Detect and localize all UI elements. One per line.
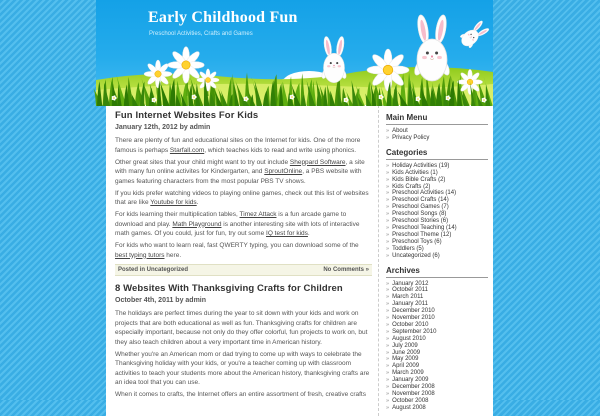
text-run: For kids learning their multiplication tables, [115, 211, 240, 218]
text-run: . [196, 199, 199, 206]
sidebar-list [386, 281, 488, 412]
post-paragraph [115, 158, 372, 187]
post-paragraph [115, 136, 372, 155]
sidebar-item [386, 336, 488, 343]
sidebar-link[interactable]: August 2010 [392, 335, 426, 342]
sidebar [378, 105, 493, 416]
sidebar-link[interactable]: November 2008 [392, 391, 435, 397]
sidebar-item [386, 190, 488, 197]
bullet-icon: » [386, 238, 390, 245]
site-header [96, 0, 493, 105]
sidebar-item [386, 163, 488, 170]
bullet-icon: » [386, 169, 390, 176]
sidebar-item [386, 343, 488, 350]
text-run: The holidays are perfect times during the year to sit down with your kids and work on projects that are both educational as well as fun. Thanksgiving crafts for children are especially important, because not only do they offer colorful, fun projects to work on, but they also teach children about a very important time in American history. [115, 310, 368, 346]
bullet-icon: » [386, 197, 390, 204]
bullet-icon: » [386, 301, 390, 308]
post [115, 283, 372, 400]
category-link[interactable]: Uncategorized [146, 267, 189, 273]
sidebar-item [386, 322, 488, 329]
sidebar-link[interactable]: Preschool Teaching (14) [392, 224, 457, 231]
sidebar-item [386, 253, 488, 260]
sidebar-link[interactable]: January 2011 [392, 301, 428, 308]
post [115, 110, 372, 276]
content-area [106, 105, 493, 416]
post-title[interactable]: 8 Websites With Thanksgiving Crafts for Children [115, 283, 343, 294]
sidebar-item [386, 287, 488, 294]
comments-link[interactable]: No Comments » [323, 267, 369, 273]
sidebar-link[interactable]: January 2009 [392, 377, 429, 384]
sidebar-link[interactable]: January 2012 [392, 280, 429, 287]
post-meta-bar [115, 264, 372, 276]
bullet-icon: » [386, 294, 390, 301]
post-date: January 12th, 2012 by admin [115, 124, 211, 131]
sidebar-item [386, 294, 488, 301]
inline-link[interactable]: Math Playground [172, 220, 222, 228]
blog-page [96, 0, 493, 411]
sidebar-list [386, 163, 488, 260]
sidebar-item [386, 211, 488, 218]
sidebar-link[interactable]: October 2011 [392, 287, 428, 294]
sidebar-link[interactable]: May 2009 [392, 356, 419, 363]
bullet-icon: » [386, 391, 390, 397]
sidebar-link[interactable]: About [392, 128, 408, 134]
sidebar-heading: Archives [386, 266, 488, 278]
bullet-icon: » [386, 315, 390, 322]
text-run: There are plenty of fun and educational sites on the Internet for kids. One of the more famous is perhaps [115, 137, 361, 154]
sidebar-item [386, 246, 488, 253]
post-paragraph [115, 350, 372, 388]
bullet-icon: » [386, 218, 390, 225]
bullet-icon: » [386, 211, 390, 218]
post-title[interactable]: Fun Internet Websites For Kids [115, 110, 259, 121]
sidebar-item [386, 184, 488, 191]
bullet-icon: » [386, 356, 390, 363]
sidebar-item [386, 308, 488, 315]
sidebar-list [386, 128, 488, 142]
sidebar-item [386, 197, 488, 204]
bullet-icon: » [386, 363, 390, 370]
sidebar-link[interactable]: Kids Bible Crafts (2) [392, 176, 446, 183]
sidebar-link[interactable]: November 2010 [392, 315, 435, 322]
bullet-icon: » [386, 335, 390, 342]
sidebar-link[interactable]: Holiday Activities (19) [392, 162, 450, 169]
bullet-icon: » [386, 280, 390, 287]
sidebar-link[interactable]: Kids Crafts (2) [392, 183, 431, 190]
text-run: If you kids prefer watching videos to playing online games, check out this list of websites that are like [115, 189, 369, 206]
sidebar-link[interactable]: Preschool Activities (14) [392, 190, 457, 197]
sidebar-link[interactable]: August 2008 [392, 404, 426, 411]
sidebar-link[interactable]: Privacy Policy [392, 134, 430, 141]
sidebar-item [386, 350, 488, 357]
sidebar-link[interactable]: Kids Activities (1) [392, 169, 438, 176]
text-run: Whether you're an American mom or dad trying to come up with ways to celebrate the Thanksgiving holiday with your kids, or you're a teacher coming up with classroom activities to teach your students more about the American history, thanksgiving crafts are an idea tool that you can use. [115, 350, 370, 386]
sidebar-item [386, 204, 488, 211]
bullet-icon: » [386, 128, 390, 134]
sidebar-item [386, 370, 488, 377]
inline-link[interactable]: Starfall.com [169, 146, 205, 154]
sidebar-item [386, 301, 488, 308]
bullet-icon: » [386, 397, 390, 404]
sidebar-item [386, 315, 488, 322]
inline-link[interactable]: Youtube for kids [150, 199, 197, 206]
text-run: , which teaches kids to read and write using phonics. [204, 146, 357, 154]
sidebar-link[interactable]: March 2011 [392, 294, 424, 301]
sidebar-link[interactable]: April 2009 [392, 363, 420, 370]
sidebar-link[interactable]: Uncategorized (6) [392, 252, 440, 259]
sidebar-link[interactable]: Toddlers (5) [392, 245, 424, 252]
bullet-icon: » [386, 183, 390, 190]
sidebar-item [386, 398, 488, 405]
sidebar-link[interactable]: Preschool Crafts (14) [392, 197, 449, 204]
sidebar-heading: Categories [386, 148, 488, 160]
bullet-icon: » [386, 308, 390, 315]
inline-link[interactable]: IQ test for kids [266, 230, 308, 237]
sidebar-link[interactable]: March 2009 [392, 370, 424, 377]
text-run: . [307, 230, 310, 237]
bullet-icon: » [386, 252, 390, 259]
sidebar-item [386, 405, 488, 412]
bullet-icon: » [386, 328, 390, 335]
sidebar-item [386, 281, 488, 288]
sidebar-link[interactable]: December 2008 [392, 384, 435, 391]
inline-link[interactable]: best typing tutors [115, 251, 165, 259]
sidebar-item [386, 135, 488, 142]
post-paragraph [115, 210, 372, 239]
bullet-icon: » [386, 287, 390, 294]
sidebar-link[interactable]: October 2010 [392, 321, 429, 328]
sidebar-item [386, 384, 488, 391]
text-run: , a PBS website with games featuring characters from the most popular PBS TV shows. [115, 168, 362, 185]
bullet-icon: » [386, 224, 390, 231]
posted-in [118, 267, 188, 273]
sidebar-item [386, 239, 488, 246]
sidebar-link[interactable]: Preschool Theme (12) [392, 231, 452, 238]
bullet-icon: » [386, 321, 390, 328]
post-date: October 4th, 2011 by admin [115, 297, 207, 304]
sidebar-item [386, 177, 488, 184]
bullet-icon: » [386, 377, 390, 384]
bullet-icon: » [386, 162, 390, 169]
post-paragraph [115, 390, 372, 400]
text-run: Other great sites that your child might want to try out include [115, 158, 290, 166]
sidebar-link[interactable]: June 2009 [392, 349, 421, 356]
sidebar-link[interactable]: Preschool Toys (6) [392, 238, 442, 245]
sidebar-item [386, 363, 488, 370]
sidebar-link[interactable]: Preschool Stories (6) [392, 218, 449, 225]
site-title[interactable]: Early Childhood Fun [148, 9, 298, 26]
sidebar-item [386, 356, 488, 363]
sidebar-link[interactable]: October 2008 [392, 397, 429, 404]
text-run: , a site with many fun online activites for Kindergarten, and [115, 158, 365, 175]
post-paragraph [115, 189, 372, 208]
sidebar-link[interactable]: Preschool Songs (8) [392, 211, 447, 218]
sidebar-link[interactable]: September 2010 [392, 328, 437, 335]
sidebar-heading: Main Menu [386, 113, 488, 125]
sidebar-link[interactable]: December 2010 [392, 308, 435, 315]
post-paragraph [115, 309, 372, 347]
bullet-icon: » [386, 190, 390, 197]
sidebar-item [386, 218, 488, 225]
bullet-icon: » [386, 384, 390, 391]
bullet-icon: » [386, 370, 390, 377]
bullet-icon: » [386, 404, 390, 411]
inline-link[interactable]: Sheppard Software [289, 158, 346, 166]
bullet-icon: » [386, 231, 390, 238]
bullet-icon: » [386, 245, 390, 252]
text-run: is another interesting site with lots of interactive math games. Of you could, just for fun, try out some [115, 220, 360, 237]
sidebar-item [386, 329, 488, 336]
sidebar-item [386, 225, 488, 232]
sidebar-item [386, 170, 488, 177]
inline-link[interactable]: Timez Attack [239, 211, 277, 218]
bullet-icon: » [386, 134, 390, 141]
post-list [106, 105, 378, 416]
sidebar-link[interactable]: July 2009 [392, 342, 418, 349]
sidebar-item [386, 232, 488, 239]
sidebar-link[interactable]: Preschool Games (7) [392, 204, 449, 211]
sidebar-item [386, 128, 488, 135]
text-run: is a fun arcade game to download and play. [115, 211, 347, 228]
text-run: here. [164, 251, 182, 259]
bullet-icon: » [386, 349, 390, 356]
site-subtitle: Preschool Activities, Crafts and Games [149, 31, 253, 37]
text-run: For kids who want to learn real, fast QWERTY typing, you can download some of the [115, 242, 359, 249]
bullet-icon: » [386, 342, 390, 349]
inline-link[interactable]: SproutOnline [264, 168, 303, 175]
bullet-icon: » [386, 176, 390, 183]
bullet-icon: » [386, 204, 390, 211]
sidebar-item [386, 377, 488, 384]
posted-in-label: Posted in [118, 267, 147, 273]
post-paragraph [115, 241, 372, 260]
text-run: When it comes to crafts, the Internet offers an entire assortment of fresh, creative crafts [115, 391, 366, 398]
sidebar-item [386, 391, 488, 398]
